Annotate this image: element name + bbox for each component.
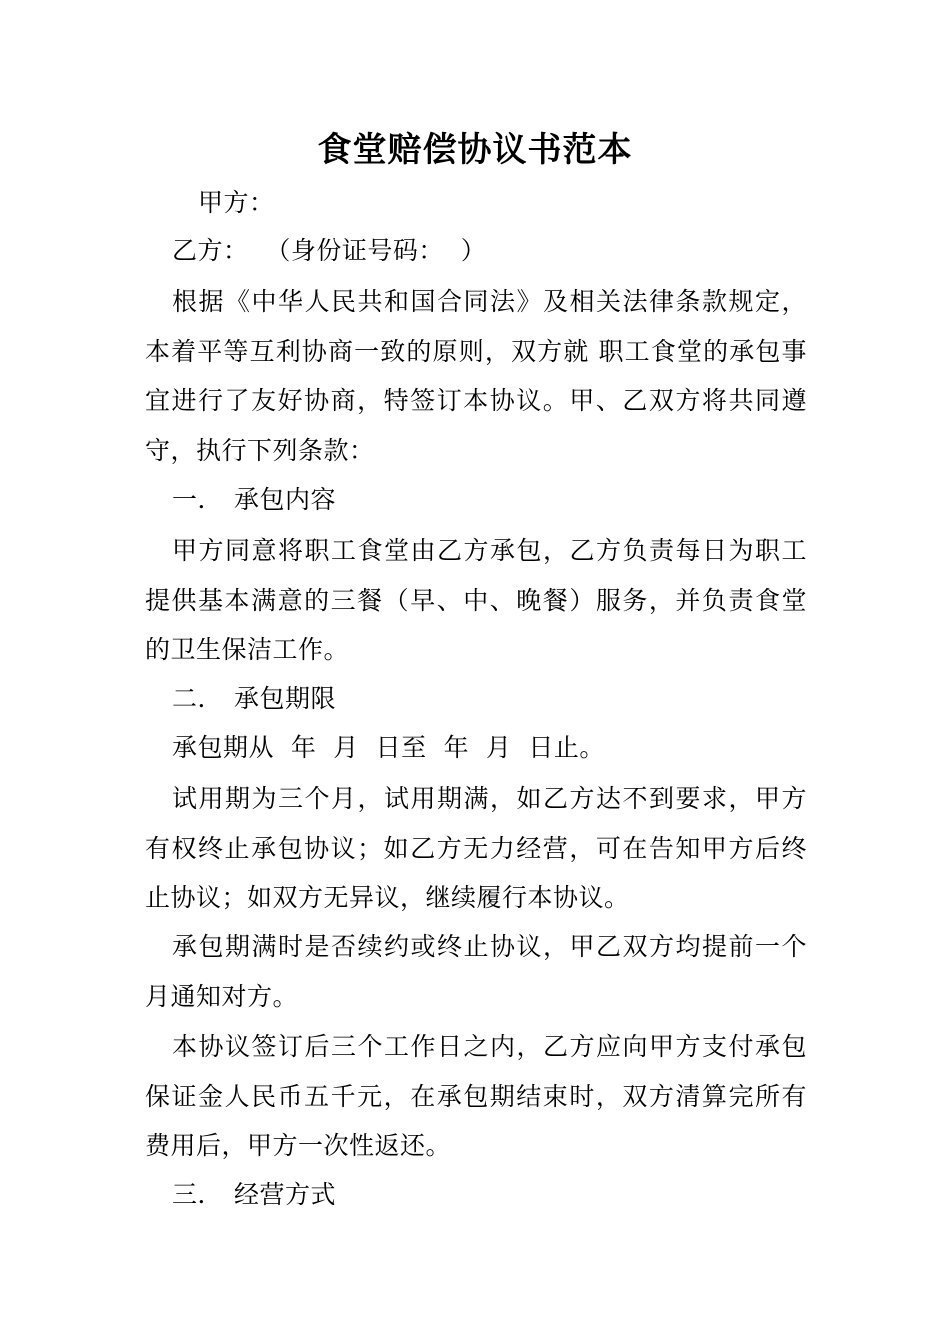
section-2-number: 二． <box>172 684 224 713</box>
document-title: 食堂赔偿协议书范本 <box>317 130 633 170</box>
party-b-line: 乙方： （身份证号码： ） <box>172 236 487 265</box>
section-3-number: 三． <box>172 1180 224 1209</box>
section-2-paragraph-2: 试用期为三个月，试用期满，如乙方达不到要求，甲方有权终止承包协议；如乙方无力经营，可在告知甲方后终止协议；如双方无异议，继续履行本协议。 <box>145 784 807 912</box>
section-1-title: 承包内容 <box>234 485 337 514</box>
party-a-line: 甲方： <box>198 188 275 217</box>
section-2-title: 承包期限 <box>234 684 337 713</box>
section-2-paragraph-4: 本协议签订后三个工作日之内，乙方应向甲方支付承包保证金人民币五千元，在承包期结束时，双方清算完所有费用后，甲方一次性返还。 <box>145 1032 807 1160</box>
section-2-heading <box>172 682 336 716</box>
section-1-heading <box>172 483 336 517</box>
section-3-title: 经营方式 <box>234 1180 337 1209</box>
section-3-heading <box>172 1178 336 1212</box>
section-1-paragraph-1: 甲方同意将职工食堂由乙方承包，乙方负责每日为职工提供基本满意的三餐（早、中、晚餐）服务，并负责食堂的卫生保洁工作。 <box>145 536 807 664</box>
intro-paragraph: 根据《中华人民共和国合同法》及相关法律条款规定，本着平等互利协商一致的原则，双方就 职工食堂的承包事宜进行了友好协商，特签订本协议。甲、乙双方将共同遵守，执行下列条款： <box>145 287 807 465</box>
section-1-number: 一． <box>172 485 224 514</box>
section-2-paragraph-1: 承包期从 年 月 日至 年 月 日止。 <box>172 733 605 762</box>
section-2-paragraph-3: 承包期满时是否续约或终止协议，甲乙双方均提前一个月通知对方。 <box>145 932 807 1011</box>
